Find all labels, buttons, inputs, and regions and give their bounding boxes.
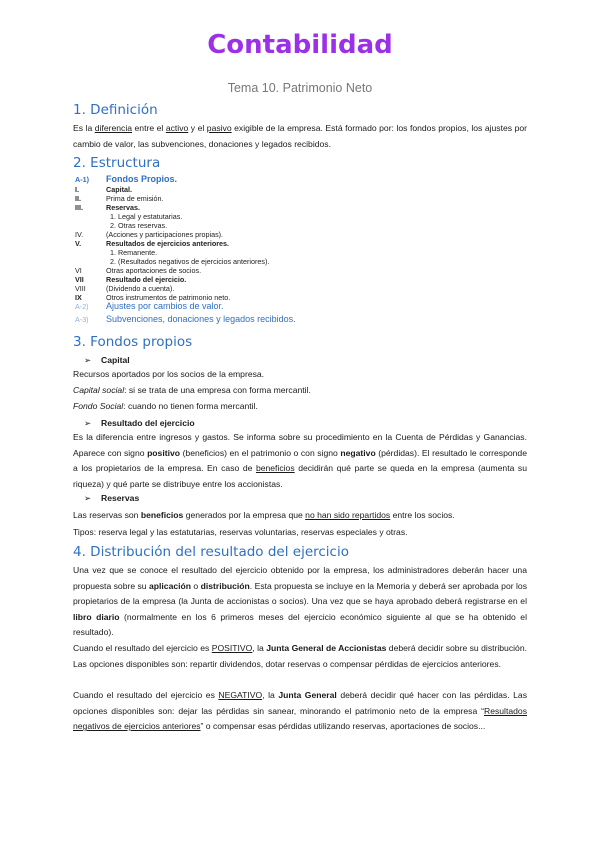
- resultado-paragraph: Es la diferencia entre ingresos y gastos. Se informa sobre su procedimiento en la Cuenta de Pérdidas y Ganancias. Aparece con signo positivo (beneficios) en el patrimonio o con signo negativo (pérdidas). El resultado le corresponde a los propietarios de la empresa. En caso de beneficios decidirán qué parte se queda en la empresa (aumenta su riqueza) y qué parte se distribuye entre los accionistas.: [73, 432, 527, 489]
- bullet-resultado: ➢ Resultado del ejercicio: [84, 418, 195, 428]
- estructura-item: Otras aportaciones de socios.: [106, 266, 202, 275]
- distribucion-paragraph-3: Cuando el resultado del ejercicio es NEGATIVO, la Junta General deberá decidir qué hacer con las pérdidas. Las opciones disponibles son: dejar las pérdidas sin sanear, minorando el patrimonio neto de la empresa “Resultados negativos de ejercicios anteriores” o compensar esas pérdidas utilizando reservas, aportaciones de socios...: [73, 690, 528, 732]
- estructura-num: IV.: [75, 230, 84, 239]
- underlined-term: activo: [165, 123, 189, 133]
- estructura-num: I.: [75, 185, 79, 194]
- estructura-num: A-2): [75, 302, 89, 311]
- reservas-tipos: Tipos: reserva legal y las estatutarias, reservas voluntarias, reservas especiales y otras.: [73, 527, 408, 537]
- bullet-reservas: ➢ Reservas: [84, 493, 140, 503]
- estructura-num: IX: [75, 293, 82, 302]
- section-heading-fondos-propios: 3. Fondos propios: [73, 334, 193, 350]
- bullet-capital: ➢ Capital: [84, 355, 130, 365]
- estructura-num: III.: [75, 203, 83, 212]
- section-heading-definicion: 1. Definición: [73, 102, 158, 118]
- underlined-term: pasivo: [206, 123, 232, 133]
- definicion-paragraph: Es la diferencia entre el activo y el pasivo exigible de la empresa. Está formado por: los fondos propios, los ajustes por cambio de valor, las subvenciones, donaciones y legados recibidos.: [73, 123, 527, 149]
- estructura-label: Ajustes por cambios de valor.: [106, 301, 224, 311]
- reservas-paragraph: Las reservas son beneficios generados por la empresa que no han sido repartidos entre los socios.: [73, 510, 455, 520]
- estructura-item: Prima de emisión.: [106, 194, 164, 203]
- page-subtitle: Tema 10. Patrimonio Neto: [227, 81, 373, 95]
- estructura-item: (Acciones y participaciones propias).: [106, 230, 224, 239]
- estructura-subitem: 1. Legal y estatutarias.: [110, 212, 183, 221]
- estructura-num: VII: [75, 275, 84, 284]
- estructura-num: A-3): [75, 315, 89, 324]
- estructura-item: (Dividendo a cuenta).: [106, 284, 175, 293]
- arrow-bullet-icon: ➢: [84, 493, 92, 503]
- section-heading-distribucion: 4. Distribución del resultado del ejercicio: [73, 544, 349, 560]
- distribucion-paragraph-2: Cuando el resultado del ejercicio es POSITIVO, la Junta General de Accionistas deberá decidir sobre su distribución. Las opciones disponibles son: repartir dividendos, dotar reservas o compensar pérdidas de ejercicios anteriores.: [73, 643, 527, 669]
- estructura-label: Subvenciones, donaciones y legados recibidos.: [106, 314, 296, 324]
- fondo-social-text: Fondo Social: cuando no tienen forma mercantil.: [73, 401, 258, 411]
- estructura-item: Reservas.: [106, 203, 140, 212]
- distribucion-paragraph-1: Una vez que se conoce el resultado del ejercicio obtenido por la empresa, los administradores deberán hacer una propuesta sobre su aplicación o distribución. Esta propuesta se incluye en la Memoria y deberá ser aprobada por los propietarios de la empresa (la Junta de accionistas o socios). Una vez que se haya aprobado deberá registrarse en el libro diario (normalmente en los 6 primeros meses del ejercicio económico siguiente al que se ha obtenido el resultado).: [73, 565, 527, 638]
- arrow-bullet-icon: ➢: [84, 355, 92, 365]
- estructura-item: Capital.: [106, 185, 132, 194]
- estructura-item: Otros instrumentos de patrimonio neto.: [106, 293, 231, 302]
- estructura-num: VI: [75, 266, 82, 275]
- section-heading-estructura: 2. Estructura: [73, 155, 161, 171]
- page-title: Contabilidad: [207, 30, 393, 60]
- estructura-num: VIII: [75, 284, 86, 293]
- estructura-item: Resultados de ejercicios anteriores.: [106, 239, 230, 248]
- estructura-subitem: 2. (Resultados negativos de ejercicios anteriores).: [110, 257, 270, 266]
- estructura-num: A-1): [75, 175, 89, 184]
- capital-social-text: Capital social: si se trata de una empresa con forma mercantil.: [73, 385, 311, 395]
- estructura-num: II.: [75, 194, 81, 203]
- estructura-item: Resultado del ejercicio.: [106, 275, 187, 284]
- arrow-bullet-icon: ➢: [84, 418, 92, 428]
- estructura-subitem: 2. Otras reservas.: [110, 221, 168, 230]
- estructura-subitem: 1. Remanente.: [110, 248, 158, 257]
- capital-text: Recursos aportados por los socios de la empresa.: [73, 369, 265, 379]
- underlined-term: diferencia: [94, 123, 133, 133]
- estructura-label: Fondos Propios.: [106, 174, 177, 184]
- estructura-num: V.: [75, 239, 82, 248]
